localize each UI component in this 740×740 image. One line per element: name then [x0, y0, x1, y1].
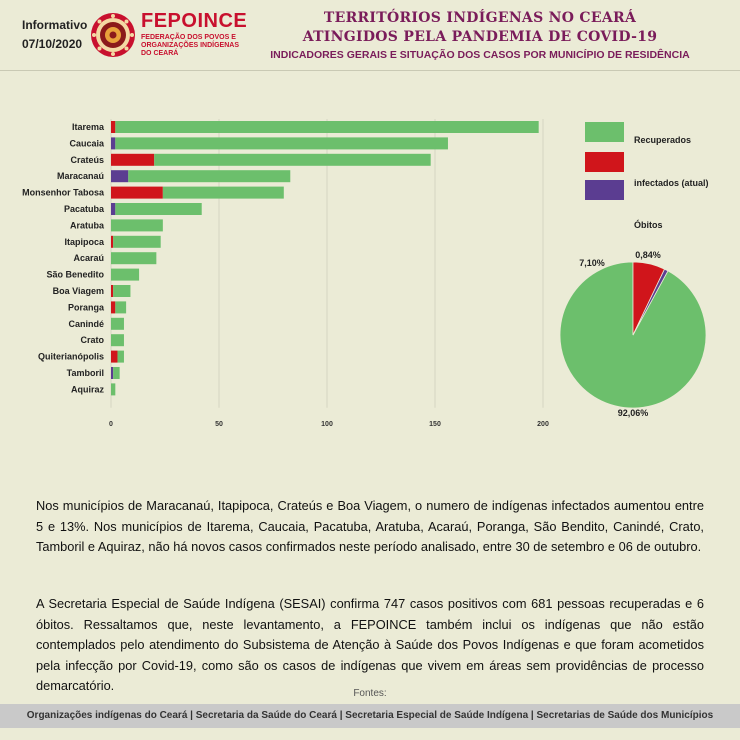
- legend-swatch-recuperados: [585, 122, 624, 142]
- category-label-itarema: Itarema: [71, 122, 104, 132]
- org-subtitle: FEDERAÇÃO DOS POVOS E ORGANIZAÇÕES INDÍGENAS DO CEARÁ: [141, 34, 240, 57]
- bottom-strip: [0, 728, 740, 740]
- x-tick-label: 100: [321, 420, 333, 428]
- paragraph-infected-trend: Nos municípios de Maracanaú, Itapipoca, Crateús e Boa Viagem, o numero de indígenas infectados aumentou entre 5 e 13%. Nos municípios de Itarema, Caucaia, Pacatuba, Aratuba, Acaraú, Poranga, São Bendito, Canindé, Crato, Tamboril e Aquiraz, não há novos casos confirmados neste período analisado, entre 30 de setembro e 06 de outubro.: [36, 498, 704, 554]
- category-label-boa-viagem: Boa Viagem: [52, 286, 104, 296]
- bar-recuperados-crato: [111, 334, 124, 346]
- x-tick-label: 150: [429, 420, 441, 428]
- bar-recuperados-itarema: [115, 121, 538, 133]
- legend-swatch-obitos: [585, 152, 624, 172]
- x-tick-label: 0: [109, 420, 113, 428]
- category-label-aratuba: Aratuba: [69, 220, 104, 231]
- bar-recuperados-tamboril: [113, 367, 119, 379]
- paragraph-sesai: A Secretaria Especial de Saúde Indígena (SESAI) confirma 747 casos positivos com 681 pessoas recuperadas e 6 óbitos. Ressaltamos que, neste levantamento, a FEPOINCE também inclui os indígenas que não estão contemplados pelo atendimento do Subsistema de Atenção à Saúde dos Povos Indígenas e que foram acometidos pela infecção por Covid-19, como são os casos de indígenas que vivem em áreas sem providências de processo demarcatório.: [36, 596, 704, 693]
- bar-recuperados-quiterianopolis: [117, 351, 123, 363]
- date-label: 07/10/2020: [22, 37, 83, 51]
- bar-recuperados-acarau: [111, 252, 156, 264]
- header: [0, 0, 740, 70]
- pie-label-obitos: 7,10%: [579, 258, 605, 268]
- bar-recuperados-poranga: [115, 301, 126, 313]
- bar-recuperados-maracanau: [128, 170, 290, 182]
- informativo-label: Informativo: [22, 18, 88, 32]
- category-label-itapipoca: Itapipoca: [64, 236, 104, 247]
- bar-obitos-itapipoca: [111, 236, 113, 248]
- category-label-quiterianopolis: Quiterianópolis: [37, 351, 104, 362]
- category-label-caucaia: Caucaia: [69, 138, 104, 149]
- category-label-poranga: Poranga: [67, 302, 104, 313]
- chart-area: [0, 80, 740, 428]
- bar-infectados-atual-caucaia: [111, 137, 115, 149]
- bar-obitos-itarema: [111, 121, 115, 133]
- bar-recuperados-aquiraz: [111, 383, 115, 395]
- bar-obitos-boa-viagem: [111, 285, 113, 297]
- page-title-line1: TERRITÓRIOS INDÍGENAS NO CEARÁ: [323, 10, 637, 26]
- bar-obitos-monsenhor-tabosa: [111, 187, 163, 199]
- bar-recuperados-monsenhor-tabosa: [163, 187, 284, 199]
- pie-label-infectados: 0,84%: [635, 250, 661, 260]
- legend-label-infectados: infectados (atual): [634, 178, 709, 188]
- bar-infectados-atual-maracanau: [111, 170, 128, 182]
- category-label-maracanau: Maracanaú: [56, 171, 104, 182]
- category-label-pacatuba: Pacatuba: [63, 204, 104, 214]
- category-label-tamboril: Tamboril: [66, 368, 104, 378]
- category-label-crateus: Crateús: [70, 154, 104, 165]
- bar-recuperados-caninde: [111, 318, 124, 330]
- header-divider: [0, 70, 740, 71]
- x-tick-label: 200: [537, 420, 549, 428]
- fontes-label: Fontes:: [353, 688, 387, 699]
- bar-infectados-atual-tamboril: [111, 367, 113, 379]
- bar-recuperados-aratuba: [111, 219, 163, 231]
- bar-obitos-poranga: [111, 301, 115, 313]
- pie-label-recuperados: 92,06%: [617, 408, 649, 418]
- bar-obitos-quiterianopolis: [111, 351, 117, 363]
- page-title-line2: ATINGIDOS PELA PANDEMIA DE COVID-19: [302, 29, 658, 45]
- bar-recuperados-itapipoca: [113, 236, 161, 248]
- category-label-acarau: Acaraú: [73, 253, 104, 264]
- bar-infectados-atual-pacatuba: [111, 203, 115, 215]
- category-label-monsenhor-tabosa: Monsenhor Tabosa: [22, 187, 104, 198]
- bar-recuperados-pacatuba: [115, 203, 201, 215]
- legend-label-obitos: Óbitos: [634, 220, 663, 230]
- footer-sources-bar: [0, 704, 740, 728]
- category-label-sao-benedito: São Benedito: [46, 269, 104, 280]
- org-name: FEPOINCE: [141, 10, 248, 32]
- bar-recuperados-boa-viagem: [113, 285, 130, 297]
- page-subtitle: INDICADORES GERAIS E SITUAÇÃO DOS CASOS POR MUNICÍPIO DE RESIDÊNCIA: [270, 49, 690, 61]
- category-label-crato: Crato: [80, 335, 104, 346]
- legend-label-recuperados: Recuperados: [634, 135, 692, 145]
- bar-recuperados-crateus: [154, 154, 430, 166]
- bar-obitos-crateus: [111, 154, 154, 166]
- bar-recuperados-sao-benedito: [111, 269, 139, 281]
- category-label-caninde: Canindé: [68, 318, 104, 329]
- bar-recuperados-caucaia: [115, 137, 448, 149]
- x-tick-label: 50: [215, 420, 223, 428]
- category-label-aquiraz: Aquiraz: [70, 384, 104, 395]
- legend-swatch-infectados: [585, 180, 624, 200]
- fepoince-logo-icon: [90, 12, 136, 58]
- footer-sources: Organizações indígenas do Ceará | Secretaria da Saúde do Ceará | Secretaria Especial de Saúde Indígena | Secretarias de Saúde dos Municípios: [26, 710, 714, 721]
